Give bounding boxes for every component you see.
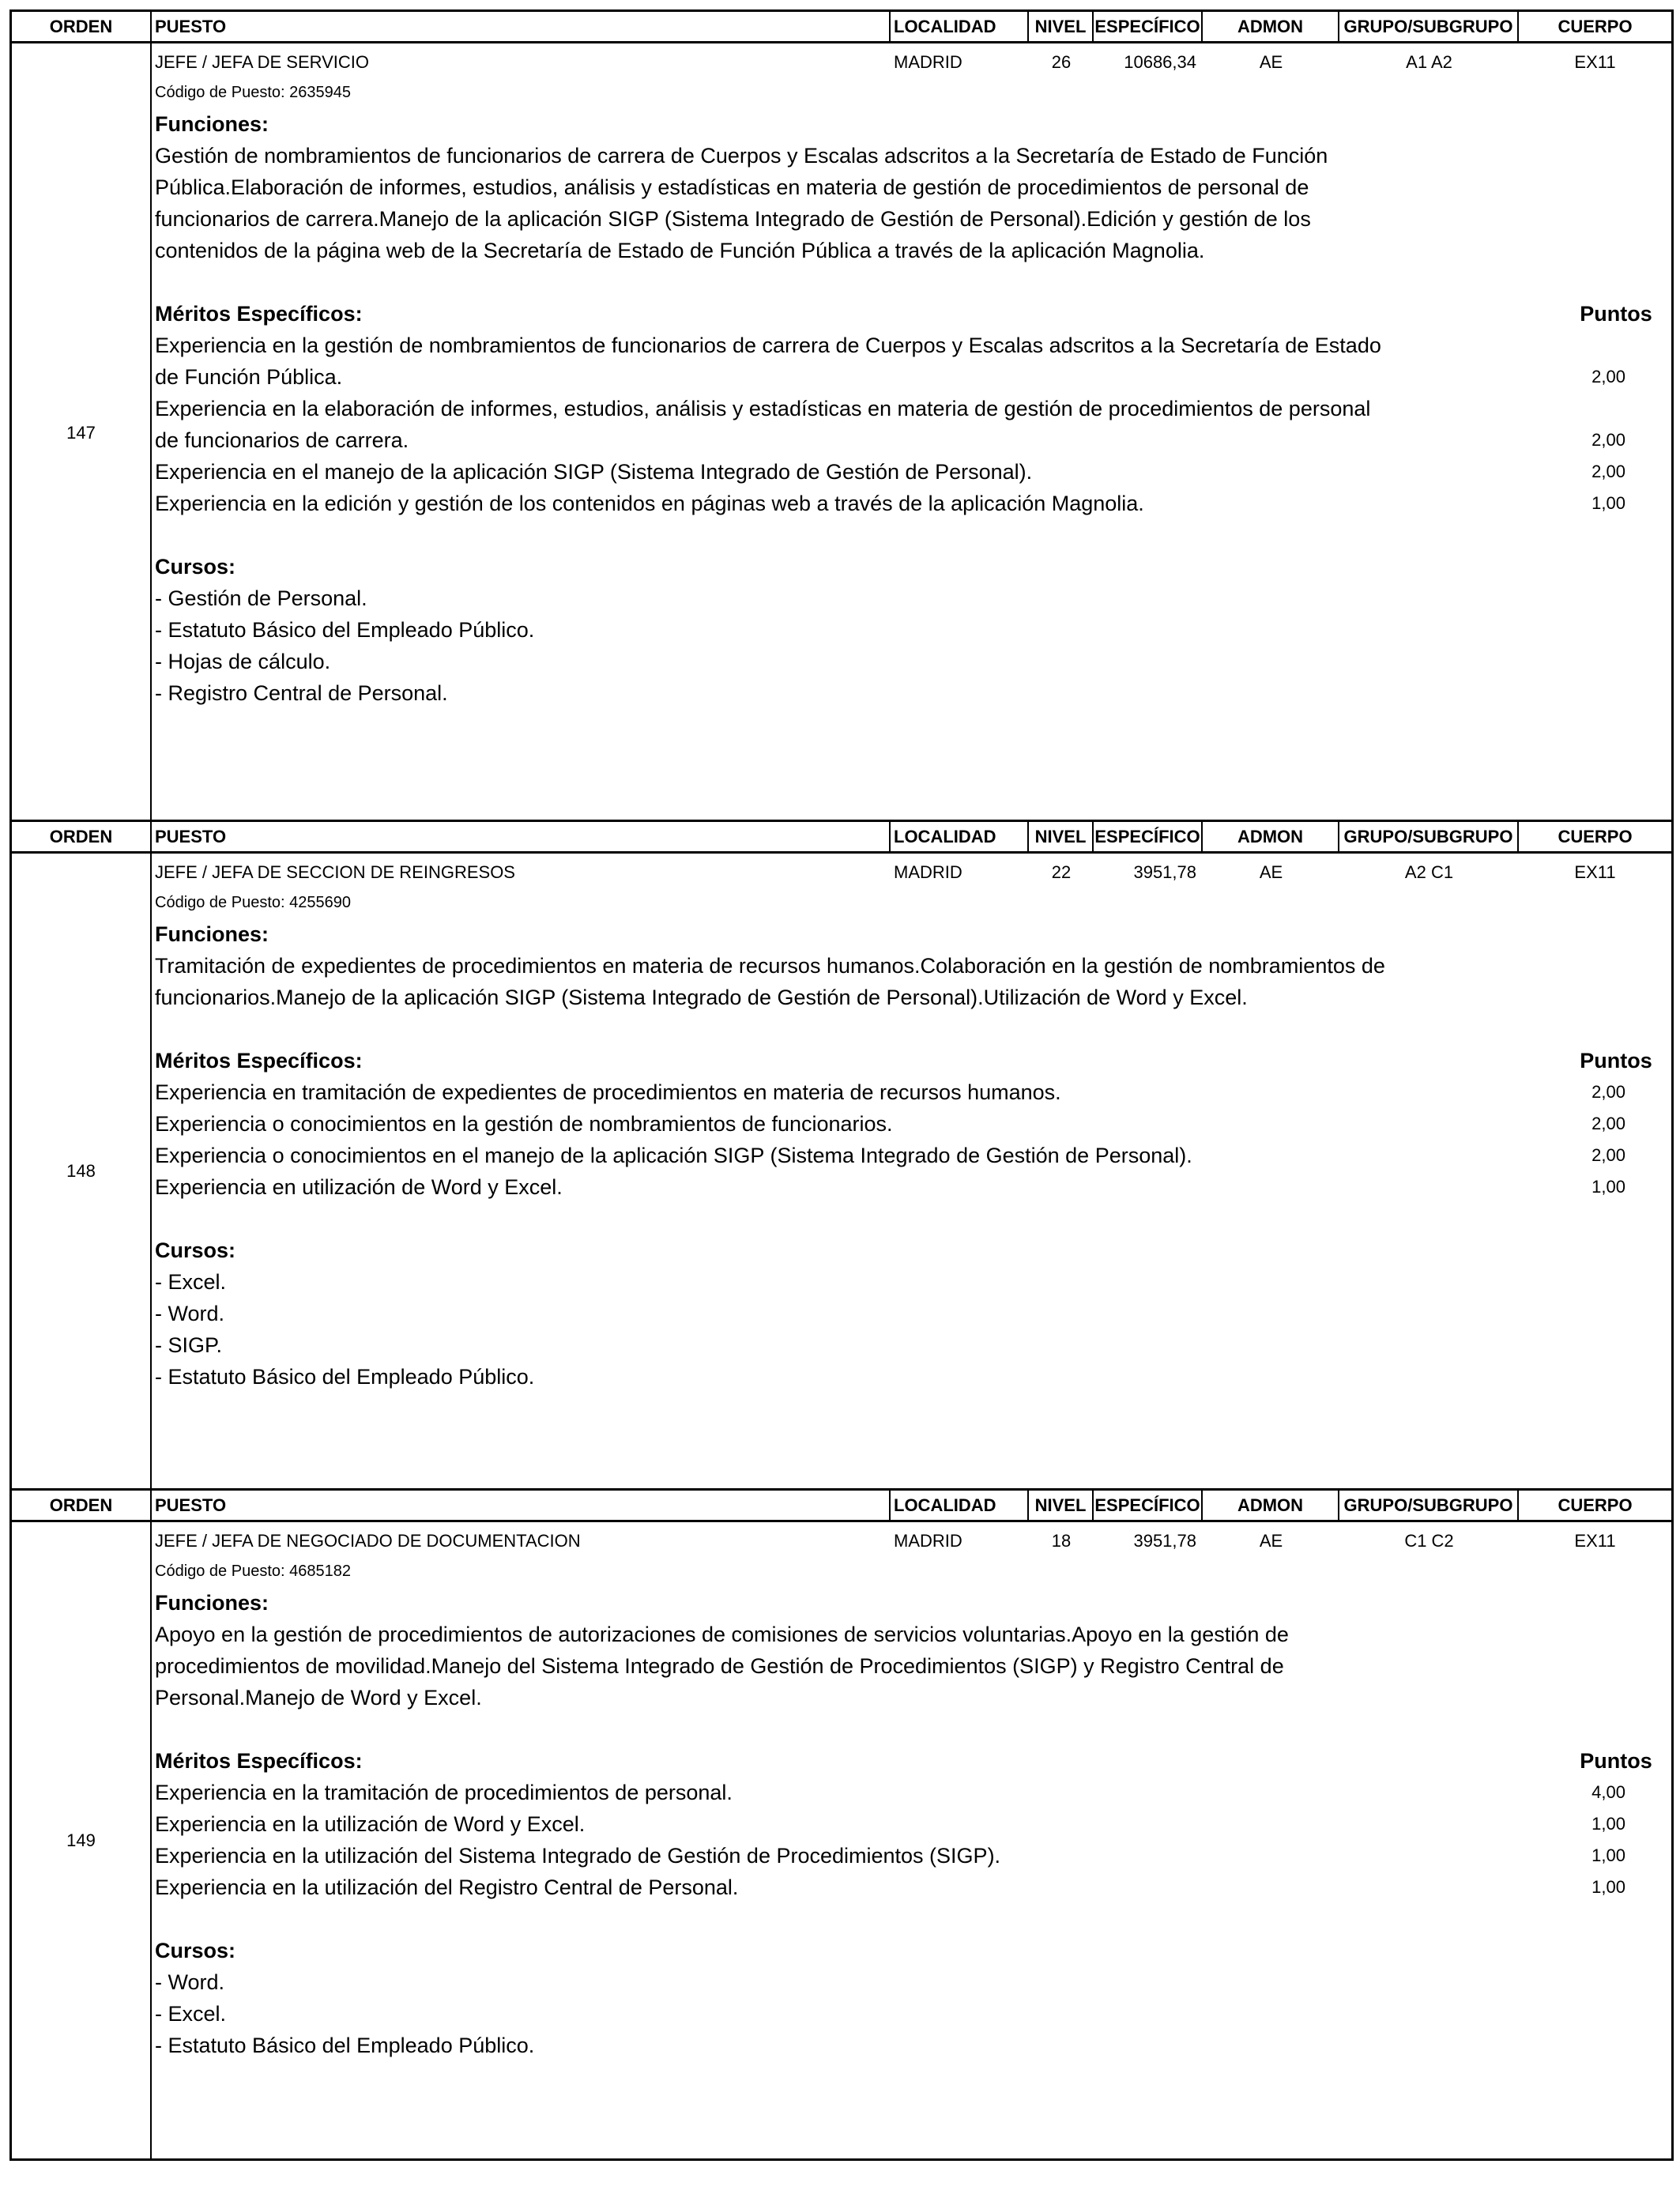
puesto-title: JEFE / JEFA DE NEGOCIADO DE DOCUMENTACION [155, 1531, 581, 1551]
merito-line: Experiencia en la elaboración de informes, estudios, análisis y estadísticas en materia de gestión de procedimientos de personal [155, 397, 1371, 420]
funciones-line: Personal.Manejo de Word y Excel. [155, 1686, 482, 1710]
merito-item [152, 488, 1671, 519]
position-content [152, 1522, 1671, 2158]
codigo-puesto: Código de Puesto: 2635945 [155, 84, 351, 101]
header-especifico: ESPECÍFICO [1094, 1491, 1203, 1520]
puntos-label: Puntos [1580, 1749, 1652, 1773]
meritos-label: Méritos Específicos: [155, 302, 363, 326]
codigo-puesto: Código de Puesto: 4685182 [155, 1563, 351, 1580]
header-admon: ADMON [1203, 12, 1339, 41]
nivel-value: 18 [1051, 1531, 1072, 1551]
merito-line: de Función Pública. [155, 365, 343, 389]
position-block [9, 9, 1674, 822]
meritos-list [152, 1076, 1671, 1203]
meritos-heading [152, 1045, 1671, 1076]
cursos-list [152, 1266, 1671, 1393]
header-orden: ORDEN [12, 12, 152, 41]
funciones-heading [152, 1587, 1671, 1619]
curso-item: - Estatuto Básico del Empleado Público. [155, 1365, 535, 1389]
cuerpo-value: EX11 [1574, 862, 1616, 882]
merito-item [152, 1108, 1671, 1140]
localidad-value: MADRID [894, 1531, 962, 1551]
puesto-title: JEFE / JEFA DE SERVICIO [155, 52, 370, 72]
position-block [9, 822, 1674, 1491]
table-header-row [12, 822, 1671, 854]
funciones-text [152, 140, 1671, 266]
curso-item: - Excel. [155, 1270, 227, 1294]
merito-item [152, 330, 1671, 393]
curso-item: - Gestión de Personal. [155, 586, 367, 610]
curso-item: - Estatuto Básico del Empleado Público. [155, 2034, 535, 2057]
cursos-list [152, 1966, 1671, 2061]
admon-value: AE [1259, 1531, 1283, 1551]
merito-text [152, 1108, 1522, 1140]
merito-puntos: 4,00 [1591, 1782, 1625, 1802]
header-puesto: PUESTO [152, 12, 891, 41]
header-localidad: LOCALIDAD [891, 12, 1029, 41]
funciones-heading [152, 108, 1671, 140]
cursos-list [152, 582, 1671, 709]
merito-puntos: 2,00 [1591, 1082, 1625, 1102]
merito-line: Experiencia en utilización de Word y Excel. [155, 1175, 563, 1199]
orden-number: 148 [12, 854, 152, 1488]
curso-item: - Word. [155, 1302, 225, 1325]
cursos-heading [152, 1935, 1671, 1966]
merito-text [152, 488, 1522, 519]
meritos-heading [152, 298, 1671, 330]
position-block [9, 1491, 1674, 2161]
cuerpo-value: EX11 [1574, 1531, 1616, 1551]
curso-item: - Registro Central de Personal. [155, 681, 448, 705]
funciones-line: procedimientos de movilidad.Manejo del Sistema Integrado de Gestión de Procedimientos (SIGP) y Registro Central de [155, 1654, 1284, 1678]
merito-puntos: 2,00 [1591, 430, 1625, 450]
header-puesto: PUESTO [152, 1491, 891, 1520]
merito-text [152, 1076, 1522, 1108]
especifico-value: 10686,34 [1124, 52, 1196, 72]
merito-text [152, 1777, 1522, 1808]
funciones-line: funcionarios de carrera.Manejo de la aplicación SIGP (Sistema Integrado de Gestión de Personal).Edición y gestión de los [155, 207, 1311, 231]
puntos-label: Puntos [1580, 1049, 1652, 1072]
merito-line: Experiencia en la utilización de Word y Excel. [155, 1812, 586, 1836]
cuerpo-value: EX11 [1574, 52, 1616, 72]
grupo-value: A1 A2 [1406, 52, 1452, 72]
merito-item [152, 1808, 1671, 1840]
curso-item: - SIGP. [155, 1333, 223, 1357]
funciones-text [152, 950, 1671, 1013]
funciones-label: Funciones: [155, 1591, 269, 1615]
merito-text [152, 1840, 1522, 1872]
header-orden: ORDEN [12, 822, 152, 851]
cursos-heading [152, 551, 1671, 582]
especifico-value: 3951,78 [1133, 1531, 1196, 1551]
header-grupo: GRUPO/SUBGRUPO [1339, 822, 1519, 851]
curso-item: - Word. [155, 1970, 225, 1994]
header-localidad: LOCALIDAD [891, 822, 1029, 851]
header-localidad: LOCALIDAD [891, 1491, 1029, 1520]
merito-puntos: 1,00 [1591, 1877, 1625, 1897]
curso-item: - Hojas de cálculo. [155, 650, 331, 673]
merito-line: Experiencia en el manejo de la aplicación SIGP (Sistema Integrado de Gestión de Personal). [155, 460, 1033, 484]
merito-text [152, 1171, 1522, 1203]
position-content [152, 43, 1671, 822]
merito-text [152, 456, 1522, 488]
merito-puntos: 2,00 [1591, 1145, 1625, 1165]
cursos-heading [152, 1235, 1671, 1266]
merito-puntos: 1,00 [1591, 1177, 1625, 1197]
table-header-row [12, 12, 1671, 43]
merito-item [152, 456, 1671, 488]
orden-number: 149 [12, 1522, 152, 2158]
cursos-label: Cursos: [155, 1238, 236, 1262]
merito-puntos: 1,00 [1591, 493, 1625, 513]
position-summary-row [152, 48, 1671, 77]
merito-line: de funcionarios de carrera. [155, 428, 409, 452]
header-especifico: ESPECÍFICO [1094, 822, 1203, 851]
nivel-value: 26 [1051, 52, 1072, 72]
merito-item [152, 1076, 1671, 1108]
header-orden: ORDEN [12, 1491, 152, 1520]
nivel-value: 22 [1051, 862, 1072, 882]
merito-text [152, 393, 1522, 456]
merito-puntos: 1,00 [1591, 1814, 1625, 1834]
merito-line: Experiencia en la edición y gestión de los contenidos en páginas web a través de la aplicación Magnolia. [155, 492, 1144, 515]
merito-item [152, 1171, 1671, 1203]
merito-line: Experiencia o conocimientos en el manejo de la aplicación SIGP (Sistema Integrado de Gestión de Personal). [155, 1144, 1192, 1167]
localidad-value: MADRID [894, 52, 962, 72]
localidad-value: MADRID [894, 862, 962, 882]
position-body [12, 1522, 1671, 2158]
header-cuerpo: CUERPO [1558, 16, 1633, 36]
header-cuerpo: CUERPO [1558, 1495, 1633, 1515]
header-admon: ADMON [1203, 822, 1339, 851]
merito-text [152, 1808, 1522, 1840]
meritos-list [152, 330, 1671, 519]
table-header-row [12, 1491, 1671, 1522]
position-summary-row [152, 858, 1671, 887]
merito-line: Experiencia en tramitación de expedientes de procedimientos en materia de recursos humanos. [155, 1080, 1061, 1104]
header-grupo: GRUPO/SUBGRUPO [1339, 1491, 1519, 1520]
header-nivel: NIVEL [1029, 822, 1094, 851]
header-nivel: NIVEL [1029, 1491, 1094, 1520]
meritos-heading [152, 1745, 1671, 1777]
admon-value: AE [1259, 52, 1283, 72]
merito-line: Experiencia en la gestión de nombramientos de funcionarios de carrera de Cuerpos y Escalas adscritos a la Secretaría de Estado [155, 334, 1381, 357]
admon-value: AE [1259, 862, 1283, 882]
merito-puntos: 2,00 [1591, 1114, 1625, 1133]
header-puesto: PUESTO [152, 822, 891, 851]
codigo-puesto: Código de Puesto: 4255690 [155, 894, 351, 911]
curso-item: - Estatuto Básico del Empleado Público. [155, 618, 535, 642]
merito-item [152, 1777, 1671, 1808]
funciones-text [152, 1619, 1671, 1713]
merito-text [152, 1872, 1522, 1903]
header-admon: ADMON [1203, 1491, 1339, 1520]
funciones-line: Pública.Elaboración de informes, estudios, análisis y estadísticas en materia de gestión de procedimientos de personal de [155, 175, 1309, 199]
curso-item: - Excel. [155, 2002, 227, 2026]
header-nivel: NIVEL [1029, 12, 1094, 41]
puntos-label: Puntos [1580, 302, 1652, 326]
merito-item [152, 393, 1671, 456]
merito-puntos: 2,00 [1591, 462, 1625, 481]
funciones-line: contenidos de la página web de la Secretaría de Estado de Función Pública a través de la aplicación Magnolia. [155, 239, 1205, 262]
grupo-value: C1 C2 [1404, 1531, 1454, 1551]
merito-line: Experiencia en la utilización del Sistema Integrado de Gestión de Procedimientos (SIGP). [155, 1844, 1001, 1868]
position-summary-row [152, 1527, 1671, 1555]
merito-puntos: 1,00 [1591, 1845, 1625, 1865]
funciones-heading [152, 918, 1671, 950]
merito-line: Experiencia en la tramitación de procedimientos de personal. [155, 1781, 733, 1804]
merito-item [152, 1140, 1671, 1171]
position-body [12, 43, 1671, 822]
funciones-line: funcionarios.Manejo de la aplicación SIGP (Sistema Integrado de Gestión de Personal).Utilización de Word y Excel. [155, 986, 1248, 1009]
funciones-label: Funciones: [155, 922, 269, 946]
puesto-title: JEFE / JEFA DE SECCION DE REINGRESOS [155, 862, 515, 882]
orden-number: 147 [12, 43, 152, 822]
merito-item [152, 1840, 1671, 1872]
merito-text [152, 330, 1522, 393]
header-especifico: ESPECÍFICO [1094, 12, 1203, 41]
merito-line: Experiencia o conocimientos en la gestión de nombramientos de funcionarios. [155, 1112, 893, 1136]
funciones-line: Gestión de nombramientos de funcionarios de carrera de Cuerpos y Escalas adscritos a la Secretaría de Estado de Función [155, 144, 1328, 168]
merito-item [152, 1872, 1671, 1903]
especifico-value: 3951,78 [1133, 862, 1196, 882]
funciones-label: Funciones: [155, 112, 269, 136]
meritos-label: Méritos Específicos: [155, 1049, 363, 1072]
header-grupo: GRUPO/SUBGRUPO [1339, 12, 1519, 41]
merito-line: Experiencia en la utilización del Registro Central de Personal. [155, 1875, 739, 1899]
funciones-line: Apoyo en la gestión de procedimientos de autorizaciones de comisiones de servicios voluntarias.Apoyo en la gestión de [155, 1623, 1289, 1646]
header-cuerpo: CUERPO [1558, 826, 1633, 846]
meritos-list [152, 1777, 1671, 1903]
position-body [12, 854, 1671, 1488]
document-page [9, 9, 1674, 2161]
grupo-value: A2 C1 [1404, 862, 1454, 882]
meritos-label: Méritos Específicos: [155, 1749, 363, 1773]
merito-puntos: 2,00 [1591, 367, 1625, 386]
cursos-label: Cursos: [155, 1939, 236, 1962]
merito-text [152, 1140, 1522, 1171]
position-content [152, 854, 1671, 1488]
cursos-label: Cursos: [155, 555, 236, 579]
funciones-line: Tramitación de expedientes de procedimientos en materia de recursos humanos.Colaboración en la gestión de nombramientos de [155, 954, 1385, 978]
